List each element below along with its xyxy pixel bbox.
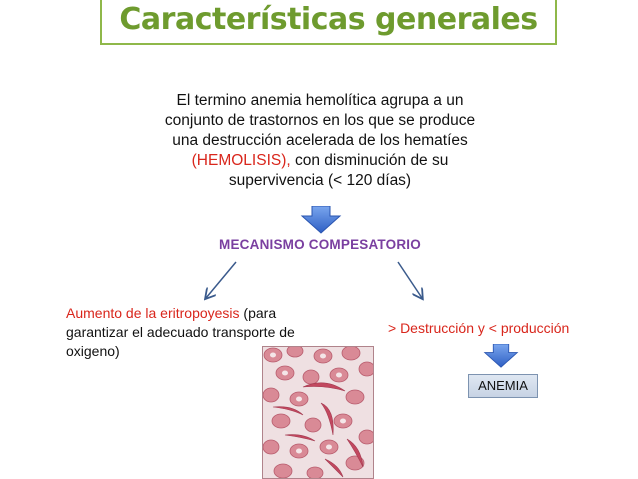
intro-line-4: con disminución de su <box>290 152 449 169</box>
right-branch-arrow <box>398 262 422 298</box>
intro-line-3: una destrucción acelerada de los hematíes <box>172 132 468 149</box>
right-branch-text: > Destrucción y < producción <box>388 320 570 336</box>
eritropoyesis-highlight: Aumento de la eritropoyesis <box>66 305 240 321</box>
intro-line-1: El termino anemia hemolítica agrupa a un <box>176 92 464 109</box>
intro-line-5: supervivencia (< 120 días) <box>228 172 412 189</box>
intro-line-2: conjunto de trastornos en los que se produce <box>164 112 476 129</box>
mechanism-heading: MECANISMO COMPESATORIO <box>219 237 421 252</box>
anemia-result-box: ANEMIA <box>468 374 538 398</box>
down-arrow-icon-2 <box>483 344 519 368</box>
page-title: Características generales <box>119 2 538 37</box>
left-branch-arrow <box>206 262 236 298</box>
blood-smear-image <box>262 346 374 479</box>
hemolisis-highlight: (HEMOLISIS), <box>191 152 291 169</box>
left-branch-rest: (para garantizar el adecuado transporte de oxigeno) <box>66 305 295 359</box>
